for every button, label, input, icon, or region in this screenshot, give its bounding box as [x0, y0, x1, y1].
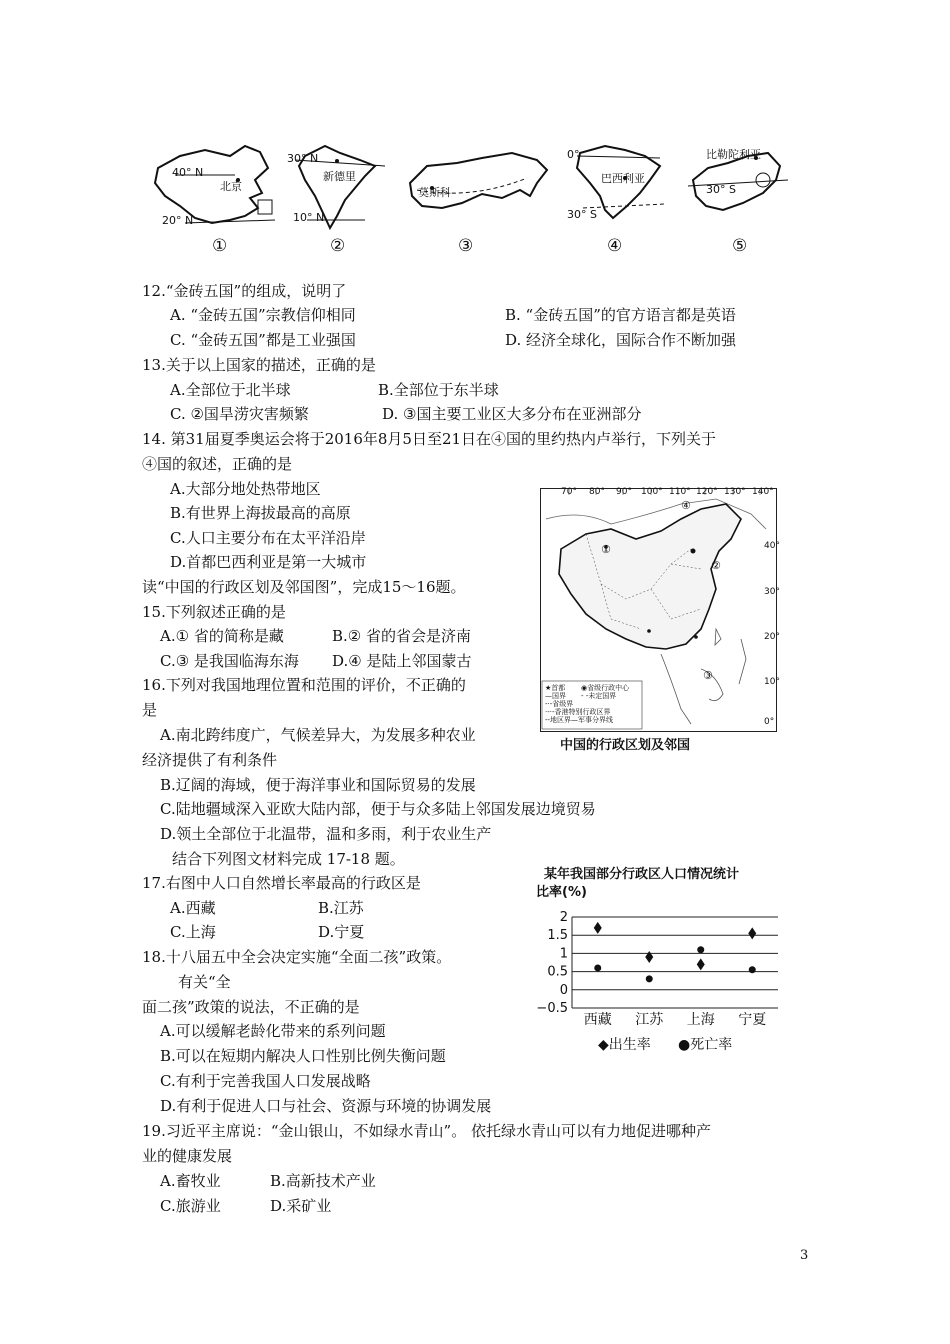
longitude-tick: 80° [589, 487, 605, 497]
longitude-tick: 140° [752, 487, 774, 497]
q15-option-b: B.② 省的省会是济南 [332, 627, 472, 645]
legend-province-border: -·-省级界 [545, 700, 574, 708]
x-tick-label: 宁夏 [738, 1012, 767, 1028]
legend-national-border: —国界 [545, 692, 566, 700]
q16-option-d: D.领土全部位于北温带，温和多雨，利于农业生产 [160, 825, 492, 843]
map-label: 30° N [287, 152, 319, 165]
q16-option-b: B.辽阔的海域，便于海洋事业和国际贸易的发展 [160, 776, 476, 794]
birth-rate-point [748, 927, 756, 939]
longitude-tick: 120° [696, 487, 718, 497]
map-label: 比勒陀利亚 [706, 148, 761, 161]
q19-option-a: A.畜牧业 [160, 1172, 221, 1190]
q15-stem: 15.下列叙述正确的是 [142, 603, 286, 621]
longitude-tick: 70° [561, 487, 577, 497]
map-label: 莫斯科 [418, 186, 451, 199]
map-label: 20° N [162, 214, 194, 227]
x-tick-label: 西藏 [583, 1012, 612, 1028]
q17-18-intro: 结合下列图文材料完成 17-18 题。 [172, 850, 405, 868]
birth-rate-point [697, 958, 705, 970]
china-map-caption: 中国的行政区划及邻国 [560, 738, 691, 753]
q13-option-c: C. ②国旱涝灾害频繁 [170, 405, 309, 423]
map-label: 北京 [220, 180, 242, 193]
q12-stem: 12.“金砖五国”的组成，说明了 [142, 282, 347, 300]
map-marker-2: ② [711, 559, 721, 572]
q19-option-d: D.采矿业 [270, 1197, 332, 1215]
map-china [150, 138, 275, 263]
map-marker-1: ① [601, 543, 611, 556]
map-label: 新德里 [323, 170, 356, 183]
chart-title: 某年我国部分行政区人口情况统计 [544, 867, 740, 882]
latitude-tick: 20° [764, 632, 780, 642]
q18-stem-1: 18.十八届五中全会决定实施“全面二孩”政策。 [142, 948, 452, 966]
chart-ylabel: 比率(%) [536, 885, 587, 900]
q19-option-c: C.旅游业 [160, 1197, 221, 1215]
q13-option-b: B.全部位于东半球 [378, 381, 499, 399]
page-number: 3 [800, 1248, 809, 1263]
death-rate-point [749, 966, 756, 973]
legend-birth-rate: ◆出生率 [598, 1037, 651, 1053]
map-number: ③ [458, 236, 474, 256]
map-marker-4: ④ [681, 499, 691, 512]
brazil-outline [565, 138, 675, 238]
q13-option-d: D. ③国主要工业区大多分布在亚洲部分 [382, 405, 642, 423]
map-number: ⑤ [732, 236, 748, 256]
q14-option-d: D.首都巴西利亚是第一大城市 [170, 553, 367, 571]
longitude-tick: 110° [669, 487, 691, 497]
longitude-tick: 130° [724, 487, 746, 497]
map-marker-3: ③ [703, 669, 713, 682]
map-russia [402, 138, 552, 263]
q18-option-a: A.可以缓解老龄化带来的系列问题 [160, 1022, 386, 1040]
q12-option-a: A. “金砖五国”宗教信仰相同 [170, 306, 356, 324]
q17-stem: 17.右图中人口自然增长率最高的行政区是 [142, 874, 421, 892]
longitude-tick: 100° [641, 487, 663, 497]
china-map-drawing [541, 489, 776, 731]
death-rate-point [697, 946, 704, 953]
q19-stem-1: 19.习近平主席说：“金山银山，不如绿水青山”。 依托绿水青山可以有力地促进哪种产 [142, 1122, 711, 1140]
q17-option-b: B.江苏 [318, 899, 364, 917]
legend-province-center: ◉省级行政中心 [581, 684, 630, 692]
q18-option-d: D.有利于促进人口与社会、资源与环境的协调发展 [160, 1097, 492, 1115]
q17-option-d: D.宁夏 [318, 923, 365, 941]
q14-option-b: B.有世界上海拔最高的高原 [170, 504, 351, 522]
q14-stem-2: ④国的叙述，正确的是 [142, 455, 293, 473]
q16-option-a-1: A.南北跨纬度广，气候差异大，为发展多种农业 [160, 726, 476, 744]
map-label: 30° S [567, 208, 597, 221]
q16-option-c: C.陆地疆域深入亚欧大陆内部，便于与众多陆上邻国发展边境贸易 [160, 800, 596, 818]
q18-option-b: B.可以在短期内解决人口性别比例失衡问题 [160, 1047, 446, 1065]
legend-region-border: --地区界—军事分界线 [545, 716, 614, 724]
legend-hk-border: ·-·-香港特别行政区界 [545, 708, 611, 716]
q18-stem-3: 面二孩”政策的说法，不正确的是 [142, 998, 360, 1016]
longitude-tick: 90° [616, 487, 632, 497]
latitude-tick: 0° [764, 717, 775, 727]
q16-option-a-2: 经济提供了有利条件 [142, 751, 278, 769]
latitude-tick: 40° [764, 541, 780, 551]
y-tick-label: 1.5 [547, 928, 568, 944]
map-label: 0° [567, 148, 580, 161]
map-number: ② [330, 236, 346, 256]
birth-rate-point [594, 922, 602, 934]
q16-stem-2: 是 [142, 701, 158, 719]
map-label: 40° N [172, 166, 204, 179]
q14-option-c: C.人口主要分布在太平洋沿岸 [170, 529, 366, 547]
china-admin-map [540, 487, 780, 732]
q12-option-b: B. “金砖五国”的官方语言都是英语 [505, 306, 736, 324]
death-rate-point [646, 975, 653, 982]
q15-16-intro: 读“中国的行政区划及邻国图”，完成15～16题。 [142, 578, 466, 596]
q15-option-c: C.③ 是我国临海东海 [160, 652, 299, 670]
q14-option-a: A.大部分地处热带地区 [170, 480, 321, 498]
y-tick-label: 0.5 [547, 964, 568, 980]
birth-rate-point [645, 951, 653, 963]
map-brazil [565, 138, 675, 263]
q12-option-c: C. “金砖五国”都是工业强国 [170, 331, 356, 349]
map-number: ① [212, 236, 228, 256]
q12-option-d: D. 经济全球化，国际合作不断加强 [505, 331, 737, 349]
map-label: 巴西利亚 [601, 172, 645, 185]
map-south-africa [688, 138, 788, 263]
q15-option-a: A.① 省的简称是藏 [160, 627, 284, 645]
q18-stem-2: 有关“全 [178, 973, 231, 991]
q19-stem-2: 业的健康发展 [142, 1147, 233, 1165]
latitude-tick: 30° [764, 587, 780, 597]
q15-option-d: D.④ 是陆上邻国蒙古 [332, 652, 472, 670]
q18-option-c: C.有利于完善我国人口发展战略 [160, 1072, 371, 1090]
y-tick-label: −0.5 [536, 1001, 568, 1016]
population-chart [528, 862, 790, 1057]
y-tick-label: 1 [559, 946, 568, 962]
y-tick-label: 0 [559, 982, 568, 998]
q13-option-a: A.全部位于北半球 [170, 381, 291, 399]
legend-capital: ★首都 [545, 684, 566, 692]
x-tick-label: 上海 [686, 1012, 715, 1028]
q14-stem-1: 14. 第31届夏季奥运会将于2016年8月5日至21日在④国的里约热内卢举行，下列关于 [142, 430, 717, 448]
q16-stem-1: 16.下列对我国地理位置和范围的评价，不正确的 [142, 676, 466, 694]
y-tick-label: 2 [559, 910, 568, 925]
latitude-tick: 10° [764, 677, 780, 687]
q13-stem: 13.关于以上国家的描述，正确的是 [142, 356, 376, 374]
map-label: 30° S [706, 183, 736, 196]
q19-option-b: B.高新技术产业 [270, 1172, 376, 1190]
map-label: 10° N [293, 211, 325, 224]
map-india [285, 138, 390, 263]
legend-undefined-border: - -未定国界 [581, 692, 617, 700]
death-rate-point [594, 964, 601, 971]
map-number: ④ [607, 236, 623, 256]
country-maps-row [140, 138, 790, 263]
q17-option-a: A.西藏 [170, 899, 216, 917]
legend-death-rate: ●死亡率 [678, 1037, 733, 1053]
x-tick-label: 江苏 [635, 1012, 664, 1028]
q17-option-c: C.上海 [170, 923, 216, 941]
population-chart-svg [528, 862, 790, 1057]
